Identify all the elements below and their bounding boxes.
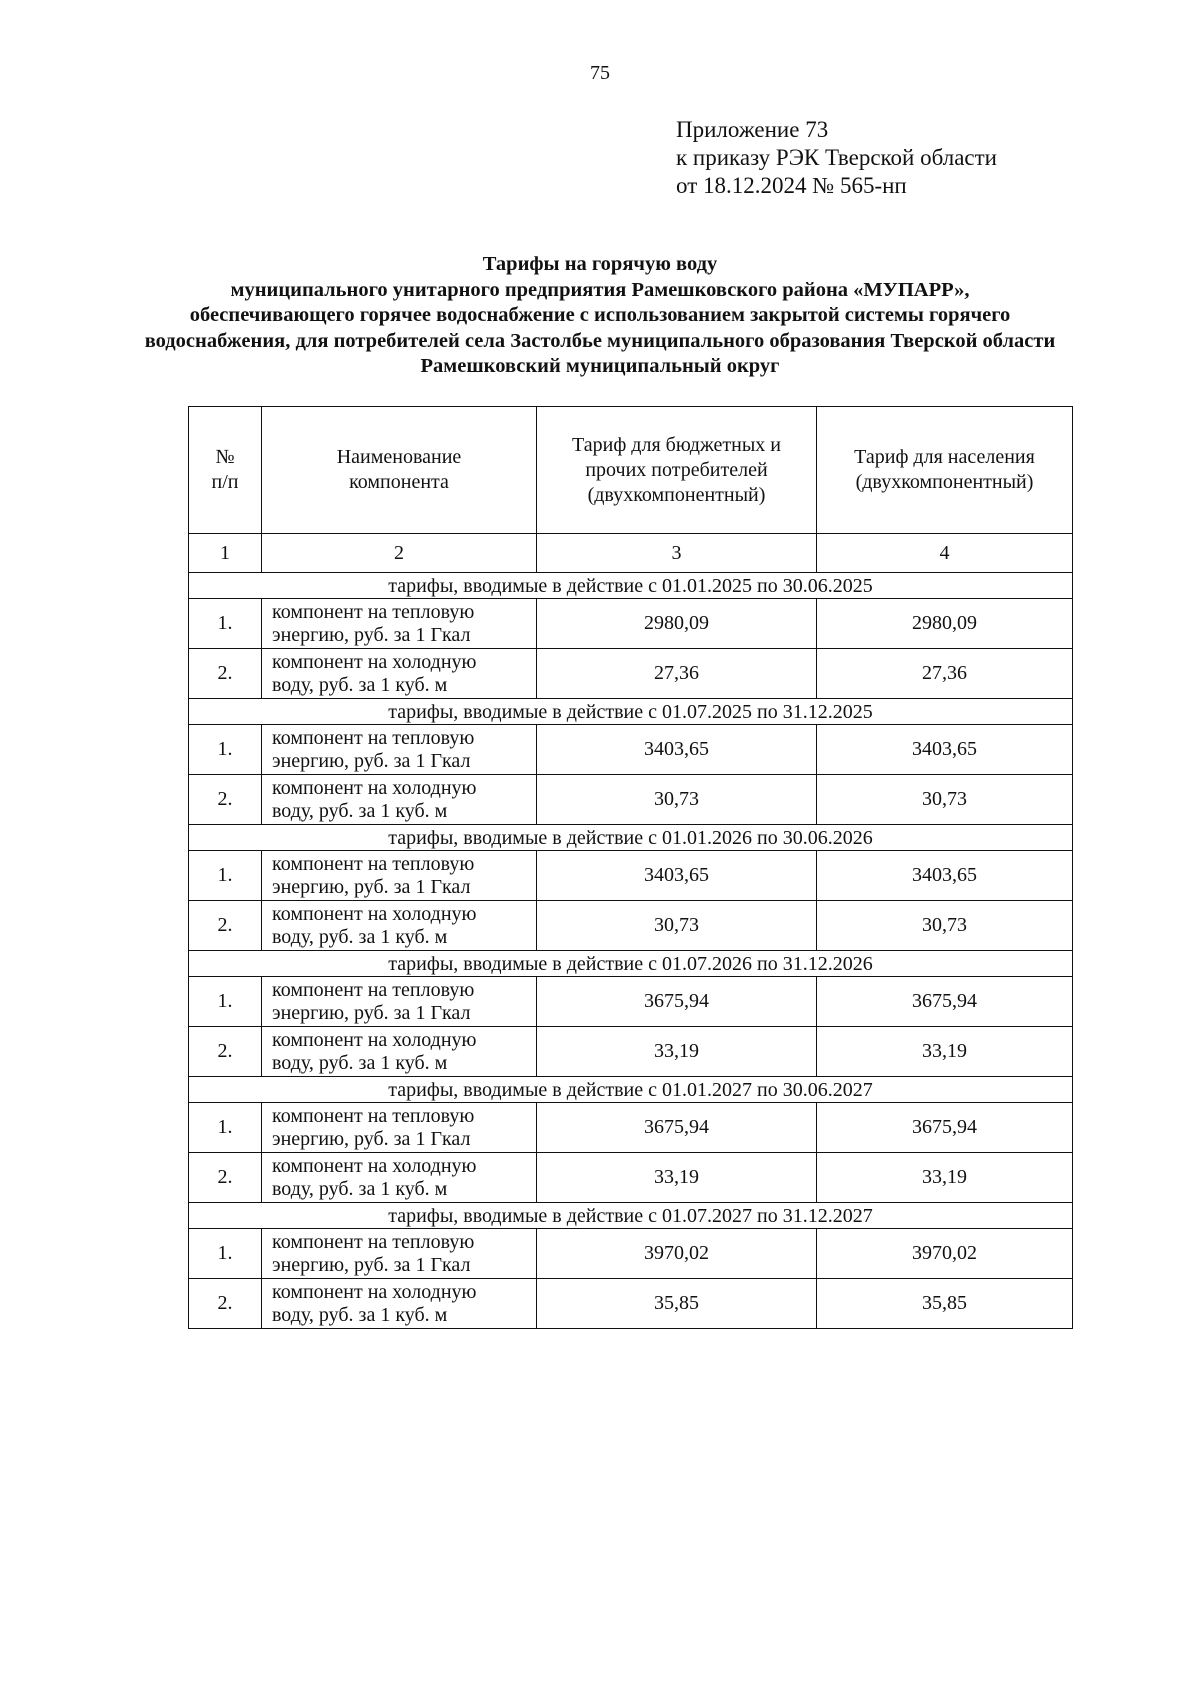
period-row — [189, 951, 1073, 977]
component-name-line: компонент на холодную — [272, 776, 477, 799]
component-name-line: воду, руб. за 1 куб. м — [272, 799, 448, 822]
population-tariff-value: 33,19 — [817, 1027, 1073, 1077]
population-tariff-value: 3675,94 — [817, 977, 1073, 1027]
component-name-line: компонент на холодную — [272, 1028, 477, 1051]
component-name-line: компонент на холодную — [272, 1154, 477, 1177]
header-budget-tariff — [537, 407, 817, 534]
title-line: Рамешковский муниципальный округ — [420, 355, 780, 377]
component-name-line: компонент на холодную — [272, 1280, 477, 1303]
table-row — [189, 1229, 1073, 1279]
component-name-line: компонент на тепловую — [272, 1104, 475, 1127]
budget-tariff-value: 33,19 — [537, 1153, 817, 1203]
period-label: тарифы, вводимые в действие с 01.01.2026 по 30.06.2026 — [189, 825, 1073, 851]
page-number: 75 — [590, 62, 610, 84]
table-row — [189, 599, 1073, 649]
population-tariff-value: 3403,65 — [817, 851, 1073, 901]
population-tariff-value: 33,19 — [817, 1153, 1073, 1203]
period-label: тарифы, вводимые в действие с 01.01.2025 по 30.06.2025 — [189, 573, 1073, 599]
column-number: 2 — [262, 534, 537, 573]
component-name-line: компонент на тепловую — [272, 978, 475, 1001]
table-row — [189, 775, 1073, 825]
period-label: тарифы, вводимые в действие с 01.07.2027 по 31.12.2027 — [189, 1203, 1073, 1229]
table-row — [189, 1279, 1073, 1329]
population-tariff-value: 3675,94 — [817, 1103, 1073, 1153]
table-body — [189, 573, 1073, 1329]
period-row — [189, 825, 1073, 851]
population-tariff-value: 3403,65 — [817, 725, 1073, 775]
population-tariff-value: 30,73 — [817, 775, 1073, 825]
row-number: 2. — [189, 1279, 262, 1329]
header-component-name — [262, 407, 537, 534]
component-name-line: воду, руб. за 1 куб. м — [272, 1303, 448, 1326]
period-label: тарифы, вводимые в действие с 01.07.2025 по 31.12.2025 — [189, 699, 1073, 725]
budget-tariff-value: 2980,09 — [537, 599, 817, 649]
component-name-line: компонент на холодную — [272, 902, 477, 925]
component-name-line: воду, руб. за 1 куб. м — [272, 1051, 448, 1074]
component-name — [262, 1229, 537, 1279]
component-name-line: компонент на тепловую — [272, 1230, 475, 1253]
component-name-line: энергию, руб. за 1 Гкал — [272, 875, 471, 898]
table-row — [189, 851, 1073, 901]
budget-tariff-value: 27,36 — [537, 649, 817, 699]
component-name — [262, 1279, 537, 1329]
row-number: 1. — [189, 725, 262, 775]
row-number: 1. — [189, 1229, 262, 1279]
component-name — [262, 599, 537, 649]
budget-tariff-value: 30,73 — [537, 901, 817, 951]
table-row — [189, 1153, 1073, 1203]
component-name-line: воду, руб. за 1 куб. м — [272, 673, 448, 696]
component-name — [262, 977, 537, 1027]
header-text: п/п — [211, 471, 239, 493]
header-number — [189, 407, 262, 534]
header-text: Тариф для населения — [854, 446, 1035, 468]
appendix-reference — [676, 116, 997, 200]
population-tariff-value: 3970,02 — [817, 1229, 1073, 1279]
component-name-line: энергию, руб. за 1 Гкал — [272, 1001, 471, 1024]
component-name-line: компонент на тепловую — [272, 600, 475, 623]
component-name — [262, 851, 537, 901]
budget-tariff-value: 35,85 — [537, 1279, 817, 1329]
population-tariff-value: 27,36 — [817, 649, 1073, 699]
component-name-line: энергию, руб. за 1 Гкал — [272, 1127, 471, 1150]
row-number: 1. — [189, 599, 262, 649]
header-text: № — [215, 446, 235, 468]
component-name — [262, 649, 537, 699]
component-name-line: компонент на тепловую — [272, 726, 475, 749]
table-row — [189, 901, 1073, 951]
population-tariff-value: 35,85 — [817, 1279, 1073, 1329]
row-number: 2. — [189, 1153, 262, 1203]
row-number: 2. — [189, 649, 262, 699]
budget-tariff-value: 3403,65 — [537, 851, 817, 901]
table-row — [189, 1103, 1073, 1153]
column-number: 3 — [537, 534, 817, 573]
column-number: 4 — [817, 534, 1073, 573]
row-number: 2. — [189, 775, 262, 825]
header-text: Наименование — [336, 446, 462, 468]
appendix-line: Приложение 73 — [676, 117, 829, 142]
table-header-row — [189, 407, 1073, 534]
period-label: тарифы, вводимые в действие с 01.07.2026 по 31.12.2026 — [189, 951, 1073, 977]
appendix-line: к приказу РЭК Тверской области — [676, 145, 997, 170]
period-row — [189, 1077, 1073, 1103]
component-name-line: энергию, руб. за 1 Гкал — [272, 623, 471, 646]
table-row — [189, 649, 1073, 699]
title-line: водоснабжения, для потребителей села Застолбье муниципального образования Тверской области — [144, 329, 1056, 352]
component-name — [262, 775, 537, 825]
component-name — [262, 901, 537, 951]
budget-tariff-value: 3675,94 — [537, 977, 817, 1027]
component-name — [262, 1027, 537, 1077]
title-line: обеспечивающего горячее водоснабжение с использованием закрытой системы горячего — [189, 304, 1011, 326]
population-tariff-value: 30,73 — [817, 901, 1073, 951]
period-row — [189, 573, 1073, 599]
appendix-line: от 18.12.2024 № 565-нп — [676, 173, 907, 198]
component-name-line: компонент на тепловую — [272, 852, 475, 875]
tariff-table — [188, 406, 1073, 1329]
header-text: компонента — [349, 471, 449, 493]
header-text: (двухкомпонентный) — [855, 471, 1034, 493]
column-number-row — [189, 534, 1073, 573]
component-name — [262, 725, 537, 775]
component-name-line: энергию, руб. за 1 Гкал — [272, 1253, 471, 1276]
period-row — [189, 1203, 1073, 1229]
title-line: Тарифы на горячую воду — [482, 253, 718, 275]
period-row — [189, 699, 1073, 725]
component-name — [262, 1103, 537, 1153]
table-row — [189, 977, 1073, 1027]
budget-tariff-value: 30,73 — [537, 775, 817, 825]
component-name-line: энергию, руб. за 1 Гкал — [272, 749, 471, 772]
row-number: 2. — [189, 901, 262, 951]
row-number: 1. — [189, 1103, 262, 1153]
component-name-line: воду, руб. за 1 куб. м — [272, 925, 448, 948]
budget-tariff-value: 3403,65 — [537, 725, 817, 775]
table-row — [189, 725, 1073, 775]
column-number: 1 — [189, 534, 262, 573]
header-text: прочих потребителей — [585, 458, 768, 481]
budget-tariff-value: 3970,02 — [537, 1229, 817, 1279]
row-number: 1. — [189, 977, 262, 1027]
budget-tariff-value: 33,19 — [537, 1027, 817, 1077]
component-name — [262, 1153, 537, 1203]
table-row — [189, 1027, 1073, 1077]
component-name-line: компонент на холодную — [272, 650, 477, 673]
header-text: (двухкомпонентный) — [587, 483, 766, 506]
population-tariff-value: 2980,09 — [817, 599, 1073, 649]
row-number: 1. — [189, 851, 262, 901]
title-line: муниципального унитарного предприятия Рамешковского района «МУПАРР», — [230, 278, 970, 301]
row-number: 2. — [189, 1027, 262, 1077]
header-text: Тариф для бюджетных и — [572, 433, 781, 456]
component-name-line: воду, руб. за 1 куб. м — [272, 1177, 448, 1200]
period-label: тарифы, вводимые в действие с 01.01.2027 по 30.06.2027 — [189, 1077, 1073, 1103]
document-title — [80, 252, 1120, 380]
budget-tariff-value: 3675,94 — [537, 1103, 817, 1153]
header-population-tariff — [817, 407, 1073, 534]
